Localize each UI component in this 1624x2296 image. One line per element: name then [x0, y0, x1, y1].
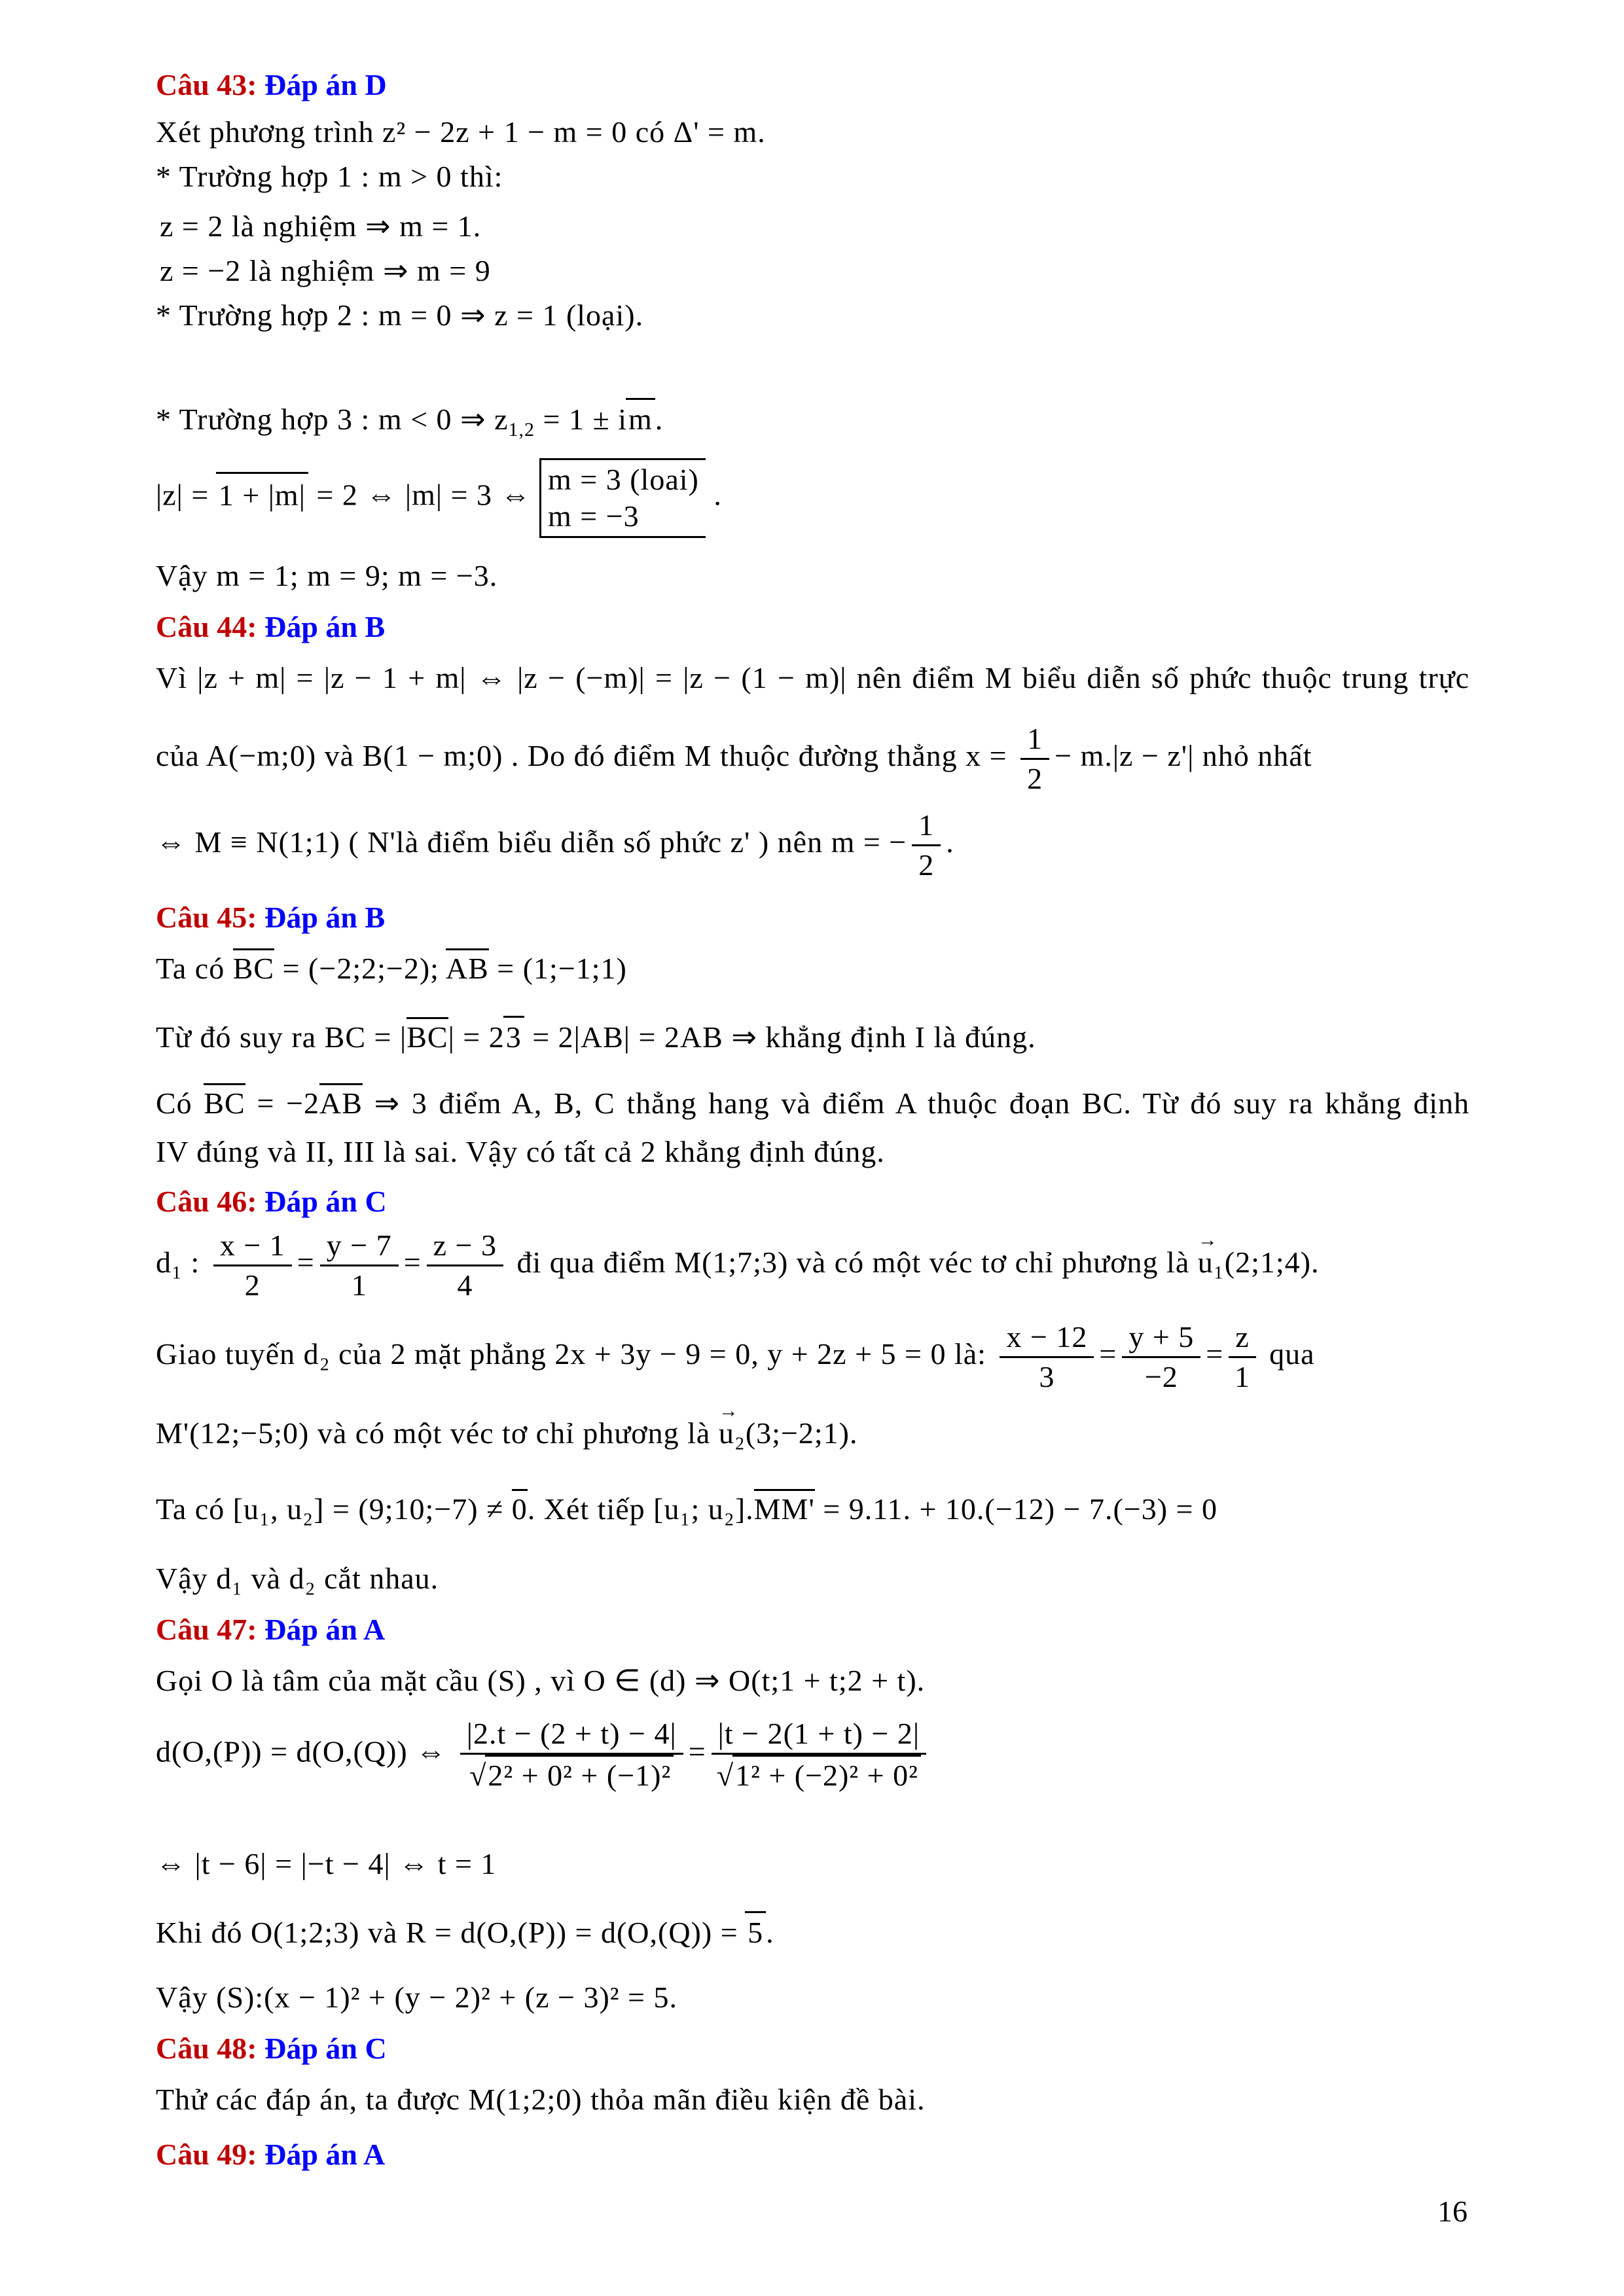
q48-answer: Đáp án C [264, 2032, 387, 2065]
q45-heading [156, 898, 385, 937]
q48-line-1: Thử các đáp án, ta được M(1;2;0) thỏa mãn điều kiện đề bài. [156, 2083, 926, 2116]
q47-heading [156, 1610, 385, 1649]
q47-line-1: Gọi O là tâm của mặt cầu (S) , vì O ∈ (d) ⇒ O(t;1 + t;2 + t). [156, 1664, 926, 1697]
fraction-one-half: $\frac{1}{2}$ [1020, 720, 1049, 798]
q46-heading [156, 1182, 387, 1221]
q47-line-2: d(O,(P)) = d(O,(Q)) ⇔ $\frac{|2.t - (2 + t) - 4|}{\text{√2² + 0² + (−1)²}}$ = $\frac{|t - 2(1 + t) - 2|}{\text{√1² + (−2)² + 0²}}$ [156, 1715, 931, 1795]
q43-heading [156, 65, 387, 105]
q43-line-4: z = −2 là nghiệm ⇒ m = 9 [160, 254, 491, 287]
q48-number: Câu 48: [156, 2032, 257, 2065]
vector-u1: → u [1198, 1244, 1214, 1282]
q46-line-2: Giao tuyến d₂ của 2 mặt phẳng 2x + 3y − 9 = 0, y + 2z + 5 = 0 là: $\frac{x - 12}{3}$ = $\frac{y + 5}{-2}$ = $\frac{z}{1}$ qua [156, 1318, 1315, 1396]
q45-line-3: Có BC = −2AB ⇒ 3 điểm A, B, C thẳng hang và điểm A thuộc đoạn BC. Từ đó suy ra khẳng định [156, 1084, 1470, 1123]
fraction-one-half: $\frac{1}{2}$ [912, 806, 941, 884]
q47-line-5: Vậy (S):(x − 1)² + (y − 2)² + (z − 3)² = 5. [156, 1981, 677, 2014]
q45-number: Câu 45: [156, 901, 257, 934]
q46-line-5: Vậy d₁ và d₂ cắt nhau. [156, 1562, 439, 1595]
q46-answer: Đáp án C [264, 1185, 387, 1218]
q47-number: Câu 47: [156, 1613, 257, 1646]
q43-line-8: Vậy m = 1; m = 9; m = −3. [156, 559, 498, 592]
page-number: 16 [1437, 2195, 1468, 2228]
q43-line-2: * Trường hợp 1 : m > 0 thì: [156, 160, 503, 193]
q44-line-2: của A(−m;0) và B(1 − m;0) . Do đó điểm M thuộc đường thẳng x = $\frac{1}{2}$ − m.|z − z'| nhỏ nhất [156, 720, 1312, 798]
case-bracket: m = 3 (loai) m = −3 [539, 458, 706, 538]
q46-line-1: d₁ : $\frac{x - 1}{2}$ = $\frac{y - 7}{1}$ = $\frac{z - 3}{4}$ đi qua điểm M(1;7;3) và có một véc tơ chỉ phương là → u₁(2;1;4). [156, 1227, 1320, 1304]
q46-number: Câu 46: [156, 1185, 257, 1218]
q46-line-4: Ta có [u₁, u₂] = (9;10;−7) ≠ 0. Xét tiếp [u₁; u₂].MM' = 9.11. + 10.(−12) − 7.(−3) = 0 [156, 1490, 1218, 1529]
q45-answer: Đáp án B [264, 901, 386, 934]
q49-number: Câu 49: [156, 2138, 257, 2171]
q46-line-3: M'(12;−5;0) và có một véc tơ chỉ phương là → u₂(3;−2;1). [156, 1414, 858, 1453]
q44-heading [156, 607, 385, 647]
q43-number: Câu 43: [156, 68, 257, 101]
q47-answer: Đáp án A [264, 1613, 386, 1646]
q47-line-3: ⇔ |t − 6| = |−t − 4| ⇔ t = 1 [156, 1847, 497, 1880]
q43-answer: Đáp án D [264, 68, 387, 101]
q47-line-4: Khi đó O(1;2;3) và R = d(O,(P)) = d(O,(Q)) = 5. [156, 1911, 774, 1952]
q44-line-1: Vì |z + m| = |z − 1 + m| ⇔ |z − (−m)| = |z − (1 − m)| nên điểm M biểu diễn số phức thuộc trung trực [156, 661, 1470, 694]
sqrt-m: m [626, 398, 655, 439]
q45-line-2: Từ đó suy ra BC = |BC| = 23 = 2|AB| = 2AB ⇒ khẳng định I là đúng. [156, 1016, 1036, 1057]
q44-answer: Đáp án B [264, 610, 386, 643]
q45-line-4: IV đúng và II, III là sai. Vậy có tất cả 2 khẳng định đúng. [156, 1135, 885, 1168]
q44-line-3: ⇔ M ≡ N(1;1) ( N'là điểm biểu diễn số phức z' ) nên m = − $\frac{1}{2}$ . [156, 806, 954, 884]
q48-heading [156, 2029, 387, 2068]
q43-line-5: * Trường hợp 2 : m = 0 ⇒ z = 1 (loại). [156, 298, 644, 332]
sqrt-1-plus-m: 1 + |m| [216, 472, 308, 517]
q43-line-1: Xét phương trình z² − 2z + 1 − m = 0 có Δ' = m. [156, 115, 766, 149]
vector-u2: → u [719, 1414, 734, 1453]
q49-answer: Đáp án A [264, 2138, 386, 2171]
q43-line-7: |z| = 1 + |m| = 2 ⇔ |m| = 3 ⇔ m = 3 (loai) m = −3 . [156, 458, 722, 538]
q45-line-1: Ta có BC = (−2;2;−2); AB = (1;−1;1) [156, 949, 627, 988]
q44-number: Câu 44: [156, 610, 257, 643]
q43-line-6: * Trường hợp 3 : m < 0 ⇒ $z_{1,2} = 1$ ± im. [156, 398, 663, 450]
q49-heading [156, 2135, 385, 2174]
q43-line-3: z = 2 là nghiệm ⇒ m = 1. [160, 209, 482, 243]
